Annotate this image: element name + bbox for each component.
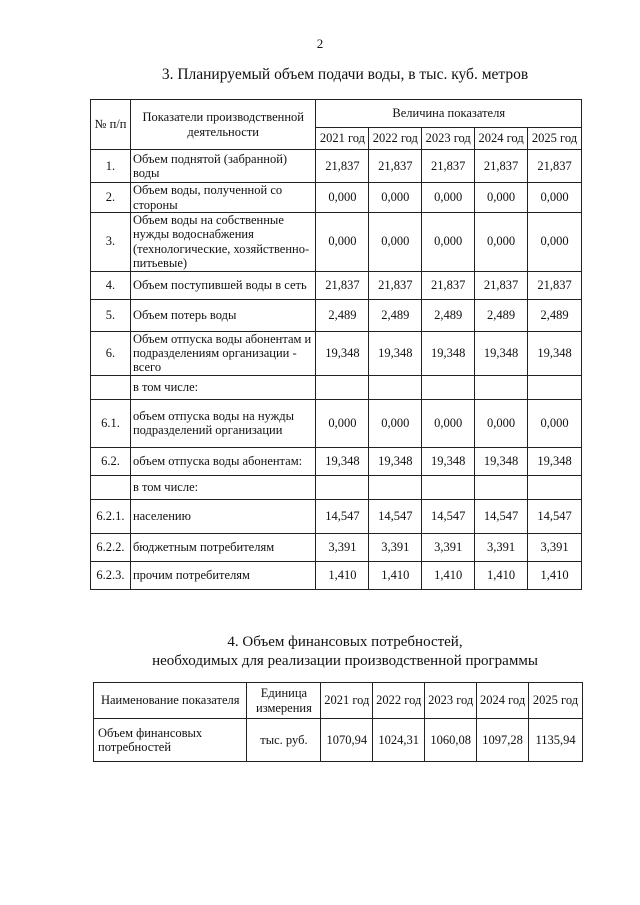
row-value: 19,348	[422, 447, 475, 475]
row-value	[422, 475, 475, 499]
row-value: 0,000	[528, 399, 582, 447]
row-indicator: в том числе:	[130, 475, 316, 499]
header-value: Величина показателя	[316, 100, 582, 128]
row-value: 21,837	[422, 150, 475, 183]
row-value: 19,348	[528, 331, 582, 375]
year-header: 2021 год	[316, 128, 369, 150]
row-number: 6.2.3.	[91, 561, 131, 589]
row-indicator: Объем поступившей воды в сеть	[130, 271, 316, 299]
row-value: 19,348	[316, 331, 369, 375]
header-num: № п/п	[91, 100, 131, 150]
row-value	[528, 375, 582, 399]
row-value: 3,391	[422, 533, 475, 561]
row-value: 1,410	[528, 561, 582, 589]
row-indicator: Объем воды, полученной со стороны	[130, 183, 316, 213]
year-header: 2024 год	[475, 128, 528, 150]
row-unit: тыс. руб.	[247, 719, 321, 762]
page-number: 2	[316, 36, 324, 51]
row-value: 19,348	[316, 447, 369, 475]
year-header: 2022 год	[369, 128, 422, 150]
row-value: 1070,94	[321, 719, 373, 762]
row-value: 14,547	[528, 499, 582, 533]
row-value: 0,000	[369, 399, 422, 447]
row-value: 14,547	[422, 499, 475, 533]
row-number: 6.2.2.	[91, 533, 131, 561]
row-value: 3,391	[316, 533, 369, 561]
row-value: 0,000	[316, 213, 369, 272]
row-value: 21,837	[316, 271, 369, 299]
row-value: 1,410	[475, 561, 528, 589]
row-value: 14,547	[475, 499, 528, 533]
table-row	[91, 561, 582, 589]
row-value: 21,837	[316, 150, 369, 183]
section-4-title	[0, 633, 640, 671]
row-number: 6.2.1.	[91, 499, 131, 533]
financial-needs-table	[93, 682, 583, 762]
row-value: 0,000	[316, 183, 369, 213]
row-value: 14,547	[316, 499, 369, 533]
row-value: 19,348	[528, 447, 582, 475]
section-4-title-line1: 4. Объем финансовых потребностей,	[227, 634, 463, 650]
row-value: 3,391	[528, 533, 582, 561]
row-value: 0,000	[422, 213, 475, 272]
row-value: 2,489	[422, 299, 475, 331]
table-row	[91, 271, 582, 299]
year-header: 2025 год	[528, 128, 582, 150]
row-value: 1,410	[316, 561, 369, 589]
year-header: 2025 год	[529, 683, 583, 719]
section-4-title-line2: необходимых для реализации производственной программы	[152, 652, 538, 669]
row-value	[369, 475, 422, 499]
row-value: 0,000	[369, 213, 422, 272]
row-value: 21,837	[422, 271, 475, 299]
row-indicator: прочим потребителям	[130, 561, 316, 589]
row-value: 0,000	[369, 183, 422, 213]
row-number: 6.	[91, 331, 131, 375]
row-value: 0,000	[528, 183, 582, 213]
row-value	[475, 375, 528, 399]
table-row	[91, 213, 582, 272]
row-value: 0,000	[422, 183, 475, 213]
year-header: 2023 год	[425, 683, 477, 719]
table-row	[91, 447, 582, 475]
row-value: 2,489	[528, 299, 582, 331]
header-name: Наименование показателя	[94, 683, 247, 719]
row-indicator: Объем воды на собственные нужды водоснабжения (технологические, хозяйственно-питьевые)	[130, 213, 316, 272]
year-header: 2021 год	[321, 683, 373, 719]
row-value	[528, 475, 582, 499]
table-row	[91, 399, 582, 447]
row-value	[422, 375, 475, 399]
row-indicator: населению	[130, 499, 316, 533]
row-value: 1060,08	[425, 719, 477, 762]
row-value	[369, 375, 422, 399]
row-value	[316, 475, 369, 499]
row-number: 2.	[91, 183, 131, 213]
table-row	[91, 183, 582, 213]
row-number: 1.	[91, 150, 131, 183]
row-indicator: в том числе:	[130, 375, 316, 399]
row-value: 1024,31	[373, 719, 425, 762]
row-indicator: Объем потерь воды	[130, 299, 316, 331]
row-value: 1,410	[422, 561, 475, 589]
row-number: 4.	[91, 271, 131, 299]
header-unit: Единица измерения	[247, 683, 321, 719]
row-value: 0,000	[422, 399, 475, 447]
row-value: 19,348	[422, 331, 475, 375]
header-indicator: Показатели производственной деятельности	[130, 100, 316, 150]
row-value: 2,489	[475, 299, 528, 331]
row-value: 0,000	[475, 213, 528, 272]
row-value: 1135,94	[529, 719, 583, 762]
year-header: 2022 год	[373, 683, 425, 719]
row-name: Объем финансовых потребностей	[94, 719, 247, 762]
row-value: 21,837	[475, 150, 528, 183]
row-number: 6.1.	[91, 399, 131, 447]
row-indicator: бюджетным потребителям	[130, 533, 316, 561]
row-value: 21,837	[369, 271, 422, 299]
row-number: 3.	[91, 213, 131, 272]
row-indicator: объем отпуска воды абонентам:	[130, 447, 316, 475]
year-header: 2023 год	[422, 128, 475, 150]
row-value	[316, 375, 369, 399]
row-value: 0,000	[528, 213, 582, 272]
row-value: 19,348	[475, 447, 528, 475]
row-value: 2,489	[316, 299, 369, 331]
row-value: 2,489	[369, 299, 422, 331]
row-value: 21,837	[528, 271, 582, 299]
row-value: 21,837	[528, 150, 582, 183]
row-value: 0,000	[475, 399, 528, 447]
table-row	[91, 150, 582, 183]
row-value: 21,837	[369, 150, 422, 183]
row-number	[91, 475, 131, 499]
row-value: 19,348	[475, 331, 528, 375]
table-row	[91, 299, 582, 331]
row-number	[91, 375, 131, 399]
water-supply-table	[90, 99, 582, 590]
row-indicator: Объем отпуска воды абонентам и подразделениям организации - всего	[130, 331, 316, 375]
row-number: 6.2.	[91, 447, 131, 475]
row-value: 19,348	[369, 447, 422, 475]
row-number: 5.	[91, 299, 131, 331]
row-indicator: объем отпуска воды на нужды подразделений организации	[130, 399, 316, 447]
table-row	[91, 533, 582, 561]
row-value: 3,391	[369, 533, 422, 561]
row-indicator: Объем поднятой (забранной) воды	[130, 150, 316, 183]
table-row	[91, 331, 582, 375]
year-header: 2024 год	[477, 683, 529, 719]
row-value: 3,391	[475, 533, 528, 561]
row-value: 0,000	[475, 183, 528, 213]
row-value: 21,837	[475, 271, 528, 299]
row-value: 1097,28	[477, 719, 529, 762]
row-value: 1,410	[369, 561, 422, 589]
row-value: 0,000	[316, 399, 369, 447]
table-row	[91, 499, 582, 533]
table-row	[91, 375, 582, 399]
row-value: 19,348	[369, 331, 422, 375]
row-value	[475, 475, 528, 499]
section-3-title: 3. Планируемый объем подачи воды, в тыс. куб. метров	[161, 66, 529, 83]
row-value: 14,547	[369, 499, 422, 533]
table-row	[91, 475, 582, 499]
